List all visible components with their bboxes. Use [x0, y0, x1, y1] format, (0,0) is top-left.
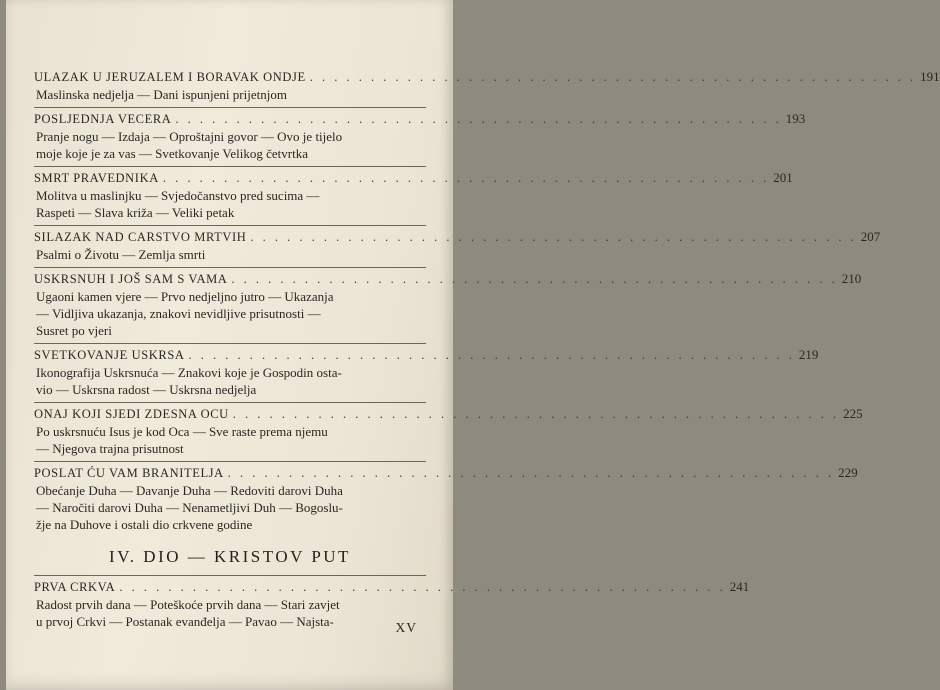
toc-entry [34, 575, 750, 630]
chapter-page-number: 229 [838, 465, 858, 480]
dot-leader: . . . . . . . . . . . . . . . . . . . . . . . . . . . . . . . . . . . . . . . . . . . . . . . . . . [227, 466, 835, 480]
chapter-title: ONAJ KOJI SJEDI ZDESNA OCU [34, 407, 229, 421]
dot-leader: . . . . . . . . . . . . . . . . . . . . . . . . . . . . . . . . . . . . . . . . . . . . . . . . . . [188, 348, 795, 362]
toc-entry [34, 461, 858, 533]
chapter-title: SILAZAK NAD CARSTVO MRTVIH [34, 230, 247, 244]
chapter-summary-line: moje koje je za vas — Svetkovanje Velikog četvrtka [36, 146, 308, 161]
chapter-summary-line: — Vidljiva ukazanja, znakovi nevidljive prisutnosti — [36, 306, 321, 321]
chapter-summary-line: Obećanje Duha — Davanje Duha — Redoviti darovi Duha [36, 483, 343, 498]
dot-leader: . . . . . . . . . . . . . . . . . . . . . . . . . . . . . . . . . . . . . . . . . . . . . . . . . . [231, 272, 838, 286]
chapter-summary-line: Maslinska nedjelja — Dani ispunjeni prijetnjom [36, 87, 287, 102]
toc-entry-heading [34, 167, 793, 187]
dot-leader: . . . . . . . . . . . . . . . . . . . . . . . . . . . . . . . . . . . . . . . . . . . . . . . . . . [250, 230, 857, 244]
toc-entry-heading [34, 108, 806, 128]
chapter-summary-line: — Njegova trajna prisutnost [36, 441, 184, 456]
chapter-summary-line: vio — Uskrsna radost — Uskrsna nedjelja [36, 382, 257, 397]
chapter-title: USKRSNUH I JOŠ SAM S VAMA [34, 272, 228, 286]
toc-entry-heading [34, 268, 862, 288]
toc-entry [34, 107, 806, 162]
chapter-title: SMRT PRAVEDNIKA [34, 171, 159, 185]
table-of-contents [34, 66, 940, 634]
chapter-page-number: 193 [785, 111, 806, 126]
chapter-title: POSLJEDNJA VECERA [34, 112, 172, 126]
chapter-page-number: 225 [843, 406, 863, 421]
chapter-summary-line: Pranje nogu — Izdaja — Oproštajni govor — Ovo je tijelo [36, 129, 343, 144]
page-number: XV [395, 620, 417, 635]
book-page [6, 0, 940, 690]
chapter-title: ULAZAK U JERUZALEM I BORAVAK ONDJE [34, 70, 306, 84]
toc-entry [34, 267, 862, 339]
toc-entry-heading [34, 226, 881, 246]
toc-entry [34, 343, 819, 398]
toc-entry-heading [34, 344, 819, 364]
toc-entry-heading [34, 66, 940, 86]
chapter-summary-line: Molitva u maslinjku — Svjedočanstvo pred sucima — [36, 188, 320, 203]
toc-entry [34, 225, 881, 263]
chapter-summary-line: Po uskrsnuću Isus je kod Oca — Sve raste prema njemu [36, 424, 328, 439]
chapter-page-number: 219 [798, 347, 819, 362]
dot-leader: . . . . . . . . . . . . . . . . . . . . . . . . . . . . . . . . . . . . . . . . . . . . . . . . . . [175, 112, 782, 126]
chapter-summary-line: u prvoj Crkvi — Postanak evanđelja — Pavao — Najsta- [36, 614, 334, 629]
toc-section [34, 575, 750, 630]
chapter-title: PRVA CRKVA [34, 580, 116, 594]
dot-leader: . . . . . . . . . . . . . . . . . . . . . . . . . . . . . . . . . . . . . . . . . . . . . . . . . . [162, 171, 770, 185]
chapter-summary-line: Raspeti — Slava križa — Veliki petak [36, 205, 235, 220]
toc-entry-heading [34, 403, 863, 423]
chapter-summary-line: Psalmi o Životu — Zemlja smrti [36, 247, 206, 262]
toc-entry-heading [34, 462, 858, 482]
chapter-summary-line: žje na Duhove i ostali dio crkvene godine [36, 517, 253, 532]
chapter-page-number: 210 [841, 271, 862, 286]
toc-entry [34, 66, 940, 103]
chapter-page-number: 241 [729, 579, 750, 594]
toc-entry [34, 166, 793, 221]
chapter-summary-line: Susret po vjeri [36, 323, 112, 338]
chapter-summary-line: Ikonografija Uskrsnuća — Znakovi koje je Gospodin osta- [36, 365, 342, 380]
chapter-summary-line: — Naročiti darovi Duha — Nenametljivi Duh — Bogoslu- [36, 500, 343, 515]
dot-leader: . . . . . . . . . . . . . . . . . . . . . . . . . . . . . . . . . . . . . . . . . . . . . . . . . . [119, 580, 726, 594]
toc-entry-heading [34, 576, 750, 596]
chapter-page-number: 201 [773, 170, 793, 185]
chapter-summary-line: Radost prvih dana — Poteškoće prvih dana — Stari zavjet [36, 597, 340, 612]
toc-entry [34, 402, 863, 457]
dot-leader: . . . . . . . . . . . . . . . . . . . . . . . . . . . . . . . . . . . . . . . . . . . . . . . . . . [232, 407, 840, 421]
chapter-summary-line: Ugaoni kamen vjere — Prvo nedjeljno jutro — Ukazanja [36, 289, 334, 304]
dot-leader: . . . . . . . . . . . . . . . . . . . . . . . . . . . . . . . . . . . . . . . . . . . . . . . . . . [309, 70, 917, 84]
chapter-title: POSLAT ĆU VAM BRANITELJA [34, 466, 224, 480]
chapter-title: SVETKOVANJE USKRSA [34, 348, 185, 362]
chapter-page-number: 191 [920, 69, 940, 84]
toc-section [34, 66, 940, 533]
part-heading: IV. DIO — KRISTOV PUT [109, 547, 351, 566]
chapter-page-number: 207 [860, 229, 881, 244]
